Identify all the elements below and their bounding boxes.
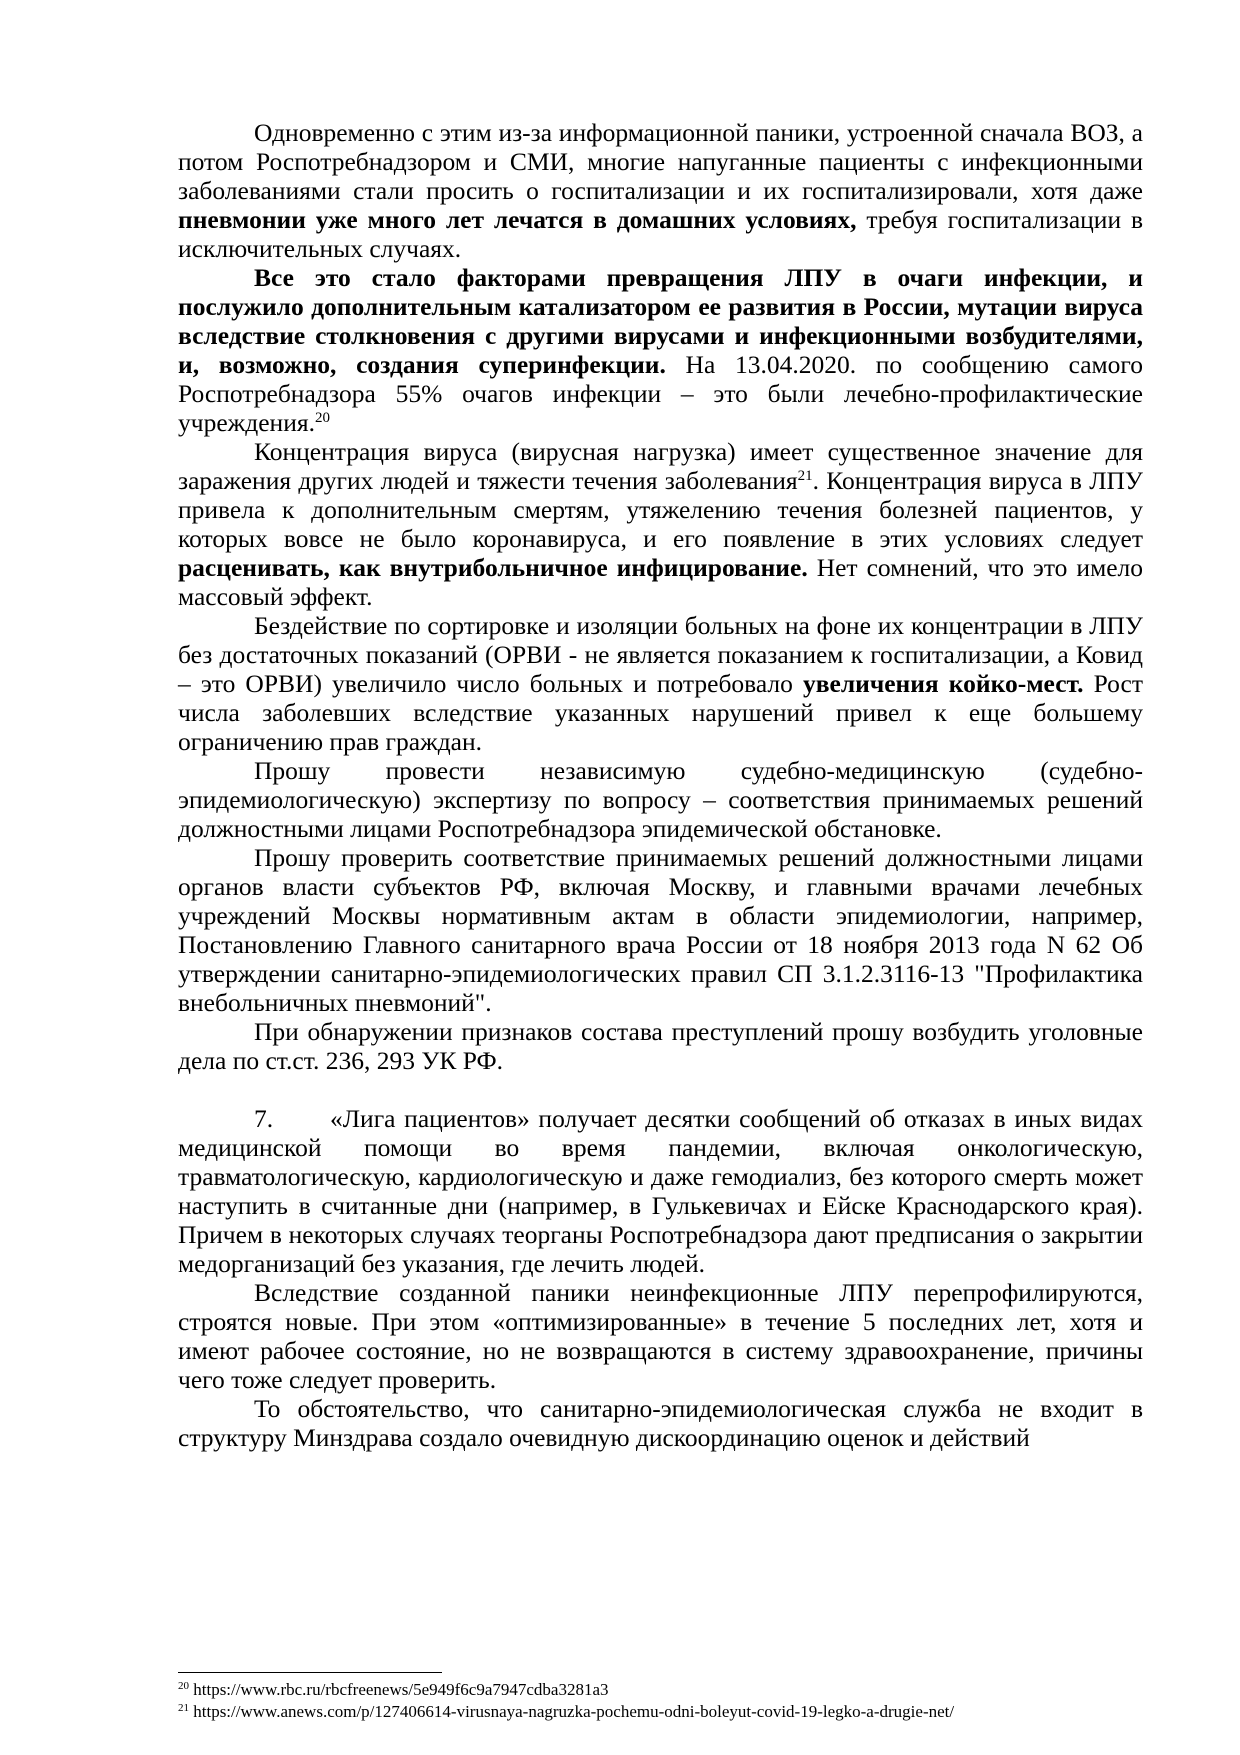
- text-run: «Лига пациентов» получает десятки сообщений об отказах в иных видах медицинской помощи во время пандемии, включая онкологическую, травматологическую, кардиологическую и даже гемодиализ, без которого смерть может наступить в считанные дни (например, в Гулькевичах и Ейске Краснодарского края). Причем в некоторых случаях теорганы Роспотребнадзора дают предписания о закрытии медорганизаций без указания, где лечить людей.: [178, 1104, 1143, 1278]
- paragraph: [178, 756, 1143, 843]
- footnote-link[interactable]: https://www.anews.com/p/127406614-virusnaya-nagruzka-pochemu-odni-boleyut-covid-19-legko-a-drugie-net/: [189, 1702, 955, 1721]
- text-run: Вследствие созданной паники неинфекционные ЛПУ перепрофилируются, строятся новые. При этом «оптимизированные» в течение 5 последних лет, хотя и имеют рабочее состояние, но не возвращаются в систему здравоохранение, причины чего тоже следует проверить.: [178, 1278, 1143, 1394]
- paragraph: [178, 1394, 1143, 1452]
- footnote: [178, 1679, 1143, 1701]
- bold-text: Все это стало факторами превращения ЛПУ в очаги инфекции, и послужило дополнительным катализатором ее развития в России, мутации вируса вследствие столкновения с другими вирусами и инфекционными возбудителями, и, возможно, создания суперинфекции.: [178, 263, 1143, 379]
- paragraph: [178, 843, 1143, 1017]
- footnote-reference: 21: [797, 468, 813, 484]
- text-run: На 13.04.2020. по сообщению самого Роспотребнадзора 55% очагов инфекции – это были лечебно-профилактические учреждения.: [178, 350, 1143, 437]
- paragraph: [178, 118, 1143, 263]
- footnote-reference: 20: [314, 410, 330, 426]
- paragraph: [178, 263, 1143, 437]
- paragraph: [178, 1278, 1143, 1394]
- footnote-link[interactable]: https://www.rbc.ru/rbcfreenews/5e949f6c9a7947cdba3281a3: [189, 1680, 609, 1699]
- text-run: Одновременно с этим из-за информационной паники, устроенной сначала ВОЗ, а потом Роспотребнадзором и СМИ, многие напуганные пациенты с инфекционными заболеваниями стали просить о госпитализации и их госпитализировали, хотя даже: [178, 118, 1143, 205]
- paragraph: [178, 1104, 1143, 1278]
- footnote-separator: [178, 1672, 442, 1673]
- document-body: [178, 118, 1143, 1452]
- footnotes: [178, 1679, 1143, 1723]
- paragraph: [178, 437, 1143, 611]
- text-run: Рост числа заболевших вследствие указанных нарушений привел к еще большему ограничению прав граждан.: [178, 669, 1143, 756]
- text-run: требуя госпитализации в исключительных случаях.: [178, 205, 1143, 263]
- text-run: Бездействие по сортировке и изоляции больных на фоне их концентрации в ЛПУ без достаточных показаний (ОРВИ - не является показанием к госпитализации, а Ковид – это ОРВИ) увеличило число больных и потребовало: [178, 611, 1143, 698]
- text-run: То обстоятельство, что санитарно-эпидемиологическая служба не входит в структуру Минздрава создало очевидную дискоординацию оценок и действий: [178, 1394, 1143, 1452]
- paragraph: [178, 1017, 1143, 1075]
- footnote-number: 21: [178, 1702, 189, 1714]
- text-run: Нет сомнений, что это имело массовый эффект.: [178, 553, 1144, 611]
- paragraph-number: 7.: [254, 1104, 274, 1133]
- text-run: . Концентрация вируса в ЛПУ привела к дополнительным смертям, утяжелению течения болезней пациентов, у которых вовсе не было коронавируса, и его появление в этих условиях следует: [178, 466, 1143, 553]
- text-run: Прошу провести независимую судебно-медицинскую (судебно-эпидемиологическую) экспертизу по вопросу – соответствия принимаемых решений должностными лицами Роспотребнадзора эпидемической обстановке.: [178, 756, 1143, 843]
- text-run: Концентрация вируса (вирусная нагрузка) имеет существенное значение для заражения других людей и тяжести течения заболевания: [178, 437, 1143, 495]
- bold-text: пневмонии уже много лет лечатся в домашних условиях,: [178, 205, 857, 234]
- bold-text: увеличения койко-мест.: [802, 669, 1084, 698]
- paragraph: [178, 611, 1143, 756]
- footnote: [178, 1701, 1143, 1723]
- text-run: Прошу проверить соответствие принимаемых решений должностными лицами органов власти субъектов РФ, включая Москву, и главными врачами лечебных учреждений Москвы нормативным актам в области эпидемиологии, например, Постановлению Главного санитарного врача России от 18 ноября 2013 года N 62 Об утверждении санитарно-эпидемиологических правил СП 3.1.2.3116-13 "Профилактика внебольничных пневмоний".: [178, 843, 1143, 1017]
- footnote-number: 20: [178, 1680, 189, 1692]
- bold-text: расценивать, как внутрибольничное инфицирование.: [178, 553, 808, 582]
- text-run: При обнаружении признаков состава преступлений прошу возбудить уголовные дела по ст.ст. 236, 293 УК РФ.: [178, 1017, 1143, 1075]
